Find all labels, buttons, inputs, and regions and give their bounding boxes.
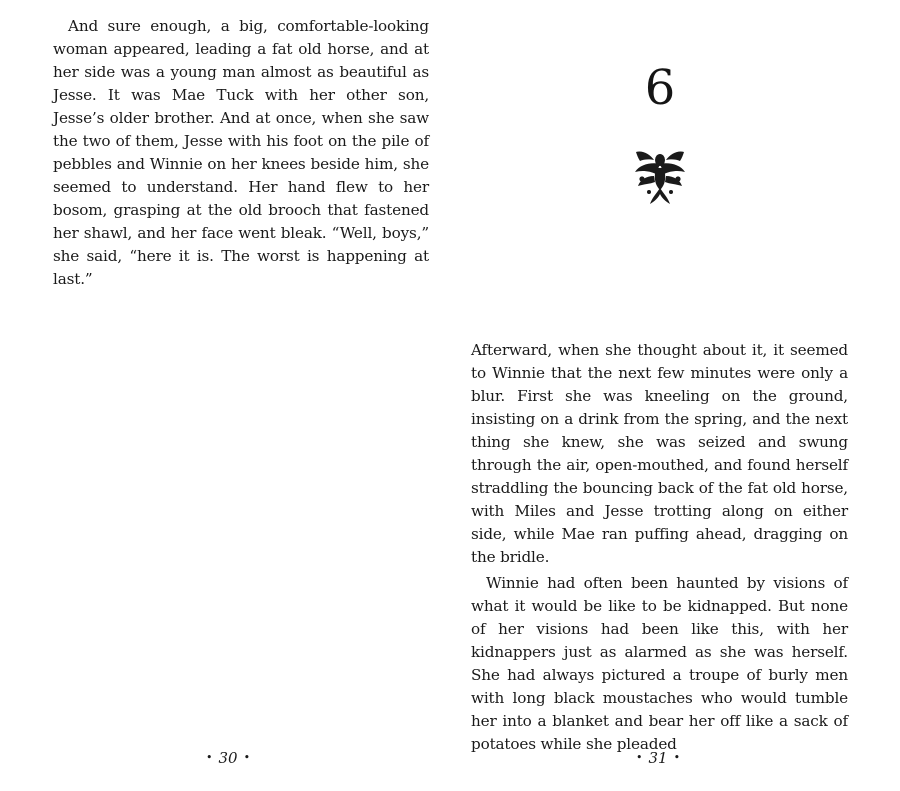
right-page-text [471,339,848,756]
left-page-number [200,748,256,770]
right-page-number [630,748,686,770]
left-page-text [53,15,429,291]
page-number-dot-right: • [673,751,681,764]
right-page [450,0,900,791]
page-number-dot-left: • [636,751,643,764]
page-number-dot-right: • [243,751,251,764]
page-number-dot-left: • [206,751,213,764]
left-paragraph-1: And sure enough, a big, comfortable-looking woman appeared, leading a fat old horse, and at her side was a young man almost as beautiful as Jesse. It was Mae Tuck with her other son, Jesse’s older brother. And at once, when she saw the two of them, Jesse with his foot on the pile of pebbles and Winnie on her knees beside him, she seemed to understand. Her hand flew to her bosom, grasping at the old brooch that fastened her shawl, and her face went bleak. “Well, boys,” she said, “here it is. The worst is happening at last.” [53,17,429,288]
fleuron-ornament-icon [632,146,688,206]
right-paragraph-1: Afterward, when she thought about it, it seemed to Winnie that the next few minutes were only a blur. First she was kneeling on the ground, insisting on a drink from the spring, and the next thing she knew, she was seized and swung through the air, open-mouthed, and found herself straddling the bouncing back of the fat old horse, with Miles and Jesse trotting along on either side, while Mae ran puffing ahead, dragging on the bridle. [471,341,848,566]
chapter-number: 6 [644,60,676,116]
left-page-number-value: 30 [218,749,238,767]
right-page-number-value: 31 [648,749,668,767]
right-paragraph-2: Winnie had often been haunted by visions of what it would be like to be kidnapped. But none of her visions had been like this, with her kidnappers just as alarmed as she was herself. She had always pictured a troupe of burly men with long black moustaches who would tumble her into a blanket and bear her off like a sack of potatoes while she pleaded [471,574,848,753]
